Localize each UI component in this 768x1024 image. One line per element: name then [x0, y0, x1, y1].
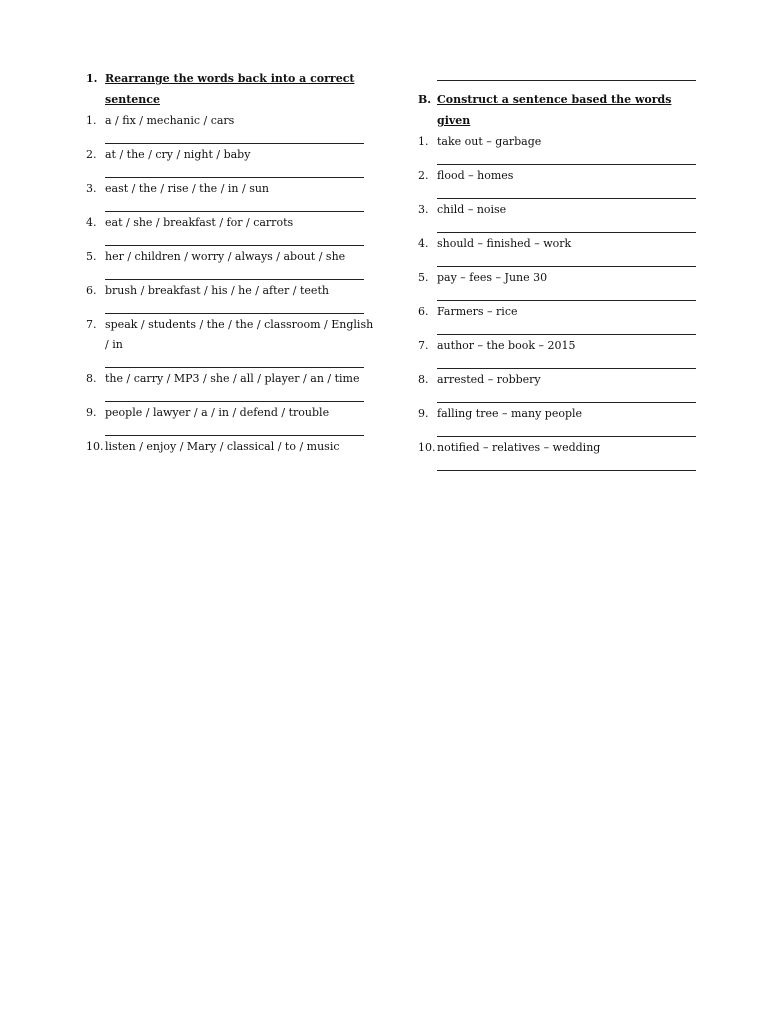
item-number: 8.	[86, 372, 97, 385]
answer-line[interactable]	[437, 451, 696, 471]
item-text: Farmers – rice	[437, 305, 518, 318]
item-text: falling tree – many people	[437, 407, 583, 420]
item-number: 6.	[86, 284, 97, 297]
item-text: should – finished – work	[437, 237, 572, 250]
section-b	[418, 68, 708, 471]
item-text: listen / enjoy / Mary / classical / to / music	[105, 440, 340, 453]
item-text: flood – homes	[437, 169, 514, 182]
item-number: 1.	[86, 114, 97, 127]
answer-line[interactable]	[437, 68, 696, 81]
item-text: brush / breakfast / his / he / after / teeth	[105, 284, 329, 297]
answer-line[interactable]	[105, 260, 364, 280]
item-text: author – the book – 2015	[437, 339, 576, 352]
item-number: 10.	[86, 440, 104, 453]
item-number: 8.	[418, 373, 429, 386]
answer-line[interactable]	[437, 247, 696, 267]
item-text: a / fix / mechanic / cars	[105, 114, 235, 127]
answer-line[interactable]	[437, 383, 696, 403]
answer-line[interactable]	[105, 226, 364, 246]
section-a-heading	[86, 68, 376, 110]
answer-line[interactable]	[437, 281, 696, 301]
item-text: pay – fees – June 30	[437, 271, 548, 284]
item-text: speak / students / the / the / classroom / English / in	[105, 318, 374, 351]
answer-line[interactable]	[437, 417, 696, 437]
item-number: 3.	[418, 203, 429, 216]
answer-line[interactable]	[105, 124, 364, 144]
answer-line[interactable]	[105, 348, 364, 368]
item-text: her / children / worry / always / about / she	[105, 250, 346, 263]
section-a	[86, 68, 376, 457]
item-number: 10.	[418, 441, 436, 454]
answer-line[interactable]	[437, 145, 696, 165]
section-a-number: 1.	[86, 72, 98, 85]
item-text: the / carry / MP3 / she / all / player / an / time	[105, 372, 360, 385]
item-number: 5.	[86, 250, 97, 263]
item-number: 7.	[418, 339, 429, 352]
item-number: 5.	[418, 271, 429, 284]
answer-line[interactable]	[105, 158, 364, 178]
list-item	[86, 437, 376, 457]
answer-line[interactable]	[105, 416, 364, 436]
item-number: 4.	[418, 237, 429, 250]
item-text: eat / she / breakfast / for / carrots	[105, 216, 294, 229]
item-number: 7.	[86, 318, 97, 331]
item-number: 2.	[86, 148, 97, 161]
answer-line[interactable]	[105, 192, 364, 212]
item-text: notified – relatives – wedding	[437, 441, 601, 454]
answer-line[interactable]	[105, 382, 364, 402]
answer-line[interactable]	[437, 315, 696, 335]
item-number: 1.	[418, 135, 429, 148]
item-number: 4.	[86, 216, 97, 229]
section-b-number: B.	[418, 93, 432, 106]
item-text: take out – garbage	[437, 135, 542, 148]
item-number: 9.	[418, 407, 429, 420]
answer-line[interactable]	[437, 213, 696, 233]
item-text: child – noise	[437, 203, 507, 216]
section-a-title: Rearrange the words back into a correct sentence	[105, 72, 355, 106]
section-b-heading	[418, 89, 708, 131]
item-text: arrested – robbery	[437, 373, 541, 386]
answer-line[interactable]	[437, 179, 696, 199]
item-text: people / lawyer / a / in / defend / trouble	[105, 406, 330, 419]
item-number: 3.	[86, 182, 97, 195]
item-number: 2.	[418, 169, 429, 182]
item-number: 6.	[418, 305, 429, 318]
answer-line[interactable]	[437, 349, 696, 369]
item-number: 9.	[86, 406, 97, 419]
section-b-title: Construct a sentence based the words given	[437, 93, 672, 127]
item-text: at / the / cry / night / baby	[105, 148, 251, 161]
item-text: east / the / rise / the / in / sun	[105, 182, 270, 195]
answer-line[interactable]	[105, 294, 364, 314]
